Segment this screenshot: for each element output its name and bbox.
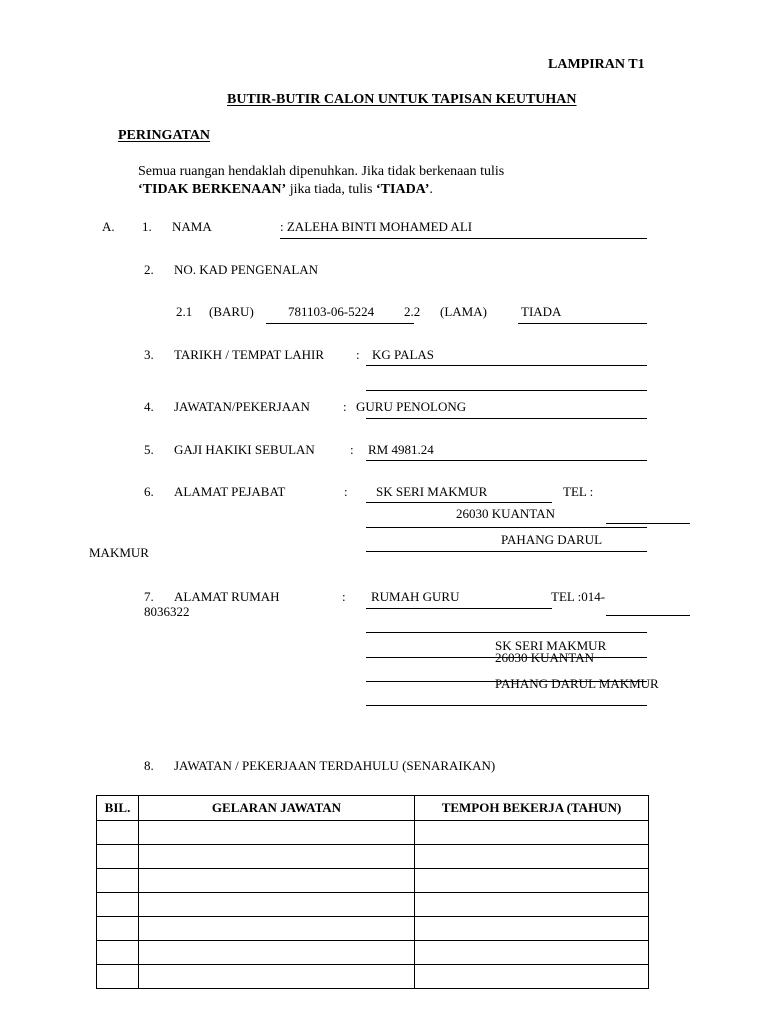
duration-cell[interactable] [415, 869, 649, 893]
warning-heading: PERINGATAN [118, 128, 211, 143]
column-header-bil: BIL. [97, 796, 139, 821]
bil-cell[interactable] [97, 893, 139, 917]
occupation-label: JAWATAN/PEKERJAAN [174, 399, 310, 414]
previous-jobs-label: JAWATAN / PEKERJAAN TERDAHULU (SENARAIKAN) [174, 758, 496, 773]
home-address-underline-1 [366, 608, 552, 609]
office-address-underline-2 [366, 527, 647, 528]
office-tel-underline [606, 523, 690, 524]
form-title: BUTIR-BUTIR CALON UNTUK TAPISAN KEUTUHAN [227, 92, 577, 107]
table-row [97, 845, 649, 869]
office-address-line-3[interactable]: PAHANG DARUL [501, 532, 603, 547]
job-title-cell[interactable] [139, 893, 415, 917]
field-3-number: 3. [144, 347, 154, 362]
job-title-cell[interactable] [139, 869, 415, 893]
job-title-cell[interactable] [139, 845, 415, 869]
table-row [97, 821, 649, 845]
birth-value[interactable]: KG PALAS [372, 347, 435, 362]
duration-cell[interactable] [415, 893, 649, 917]
instruction-mid-text: jika tiada, tulis [286, 182, 377, 197]
duration-cell[interactable] [415, 917, 649, 941]
job-title-cell[interactable] [139, 821, 415, 845]
job-title-cell[interactable] [139, 965, 415, 989]
ic-old-underline [518, 323, 647, 324]
table-header-row [97, 796, 649, 821]
home-address-line-1[interactable]: RUMAH GURU [371, 589, 460, 604]
office-address-underline-3 [366, 551, 647, 552]
home-address-line-4[interactable]: PAHANG DARUL MAKMUR [495, 676, 659, 691]
appendix-label: LAMPIRAN T1 [548, 57, 645, 72]
field-8-number: 8. [144, 758, 154, 773]
duration-cell[interactable] [415, 821, 649, 845]
home-address-colon: : [342, 589, 346, 604]
home-address-underline-5 [366, 705, 647, 706]
salary-value[interactable]: RM 4981.24 [368, 442, 434, 457]
salary-underline [366, 460, 647, 461]
field-2-2-number: 2.2 [404, 304, 421, 319]
salary-colon: : [350, 442, 354, 457]
previous-jobs-table [96, 795, 649, 989]
name-underline [280, 238, 647, 239]
home-tel-underline [606, 615, 690, 616]
home-tel-label: TEL :014- [551, 589, 606, 604]
ic-old-value[interactable]: TIADA [521, 304, 562, 319]
birth-underline-2 [366, 390, 647, 391]
home-tel-value[interactable]: 8036322 [144, 604, 190, 619]
instruction-line-2 [138, 183, 433, 197]
office-address-line-2[interactable]: 26030 KUANTAN [456, 506, 555, 521]
instruction-quote-none: ‘TIADA’ [376, 182, 430, 197]
table-row [97, 893, 649, 917]
table-row [97, 917, 649, 941]
birth-underline-1 [366, 365, 647, 366]
instruction-end: . [429, 182, 433, 197]
field-7-number: 7. [144, 589, 154, 604]
field-2-1-number: 2.1 [176, 304, 193, 319]
bil-cell[interactable] [97, 917, 139, 941]
ic-new-underline [266, 323, 414, 324]
name-label: NAMA [172, 219, 212, 234]
birth-label: TARIKH / TEMPAT LAHIR [174, 347, 325, 362]
table-row [97, 941, 649, 965]
bil-cell[interactable] [97, 965, 139, 989]
occupation-underline [366, 418, 647, 419]
ic-old-label: (LAMA) [440, 304, 487, 319]
bil-cell[interactable] [97, 845, 139, 869]
home-address-label: ALAMAT RUMAH [174, 589, 280, 604]
office-address-underline-1 [366, 502, 552, 503]
ic-new-label: (BARU) [209, 304, 254, 319]
ic-label: NO. KAD PENGENALAN [174, 262, 319, 277]
ic-new-value[interactable]: 781103-06-5224 [288, 304, 375, 319]
field-2-number: 2. [144, 262, 154, 277]
occupation-colon: : [343, 399, 347, 414]
office-address-label: ALAMAT PEJABAT [174, 484, 286, 499]
field-4-number: 4. [144, 399, 154, 414]
home-address-line-3[interactable]: 26030 KUANTAN [495, 650, 594, 665]
occupation-value[interactable]: GURU PENOLONG [356, 399, 467, 414]
job-title-cell[interactable] [139, 941, 415, 965]
table-row [97, 869, 649, 893]
home-address-line-2[interactable]: SK SERI MAKMUR [495, 638, 607, 653]
birth-colon: : [356, 347, 360, 362]
table-row [97, 965, 649, 989]
duration-cell[interactable] [415, 941, 649, 965]
instruction-line-1: Semua ruangan hendaklah dipenuhkan. Jika tidak berkenaan tulis [138, 164, 505, 179]
column-header-job-title: GELARAN JAWATAN [139, 796, 415, 821]
bil-cell[interactable] [97, 869, 139, 893]
job-title-cell[interactable] [139, 917, 415, 941]
field-6-number: 6. [144, 484, 154, 499]
office-tel-label: TEL : [563, 484, 594, 499]
instruction-quote-not-applicable: ‘TIDAK BERKENAAN’ [138, 182, 287, 197]
field-1-number: 1. [142, 219, 152, 234]
home-address-underline-2 [366, 632, 647, 633]
office-address-line-3-continued: MAKMUR [89, 545, 149, 560]
duration-cell[interactable] [415, 845, 649, 869]
column-header-duration: TEMPOH BEKERJA (TAHUN) [415, 796, 649, 821]
salary-label: GAJI HAKIKI SEBULAN [174, 442, 315, 457]
field-5-number: 5. [144, 442, 154, 457]
name-value[interactable]: : ZALEHA BINTI MOHAMED ALI [280, 219, 473, 234]
office-address-colon: : [344, 484, 348, 499]
office-address-line-1[interactable]: SK SERI MAKMUR [376, 484, 488, 499]
bil-cell[interactable] [97, 821, 139, 845]
section-label: A. [102, 219, 115, 234]
bil-cell[interactable] [97, 941, 139, 965]
duration-cell[interactable] [415, 965, 649, 989]
